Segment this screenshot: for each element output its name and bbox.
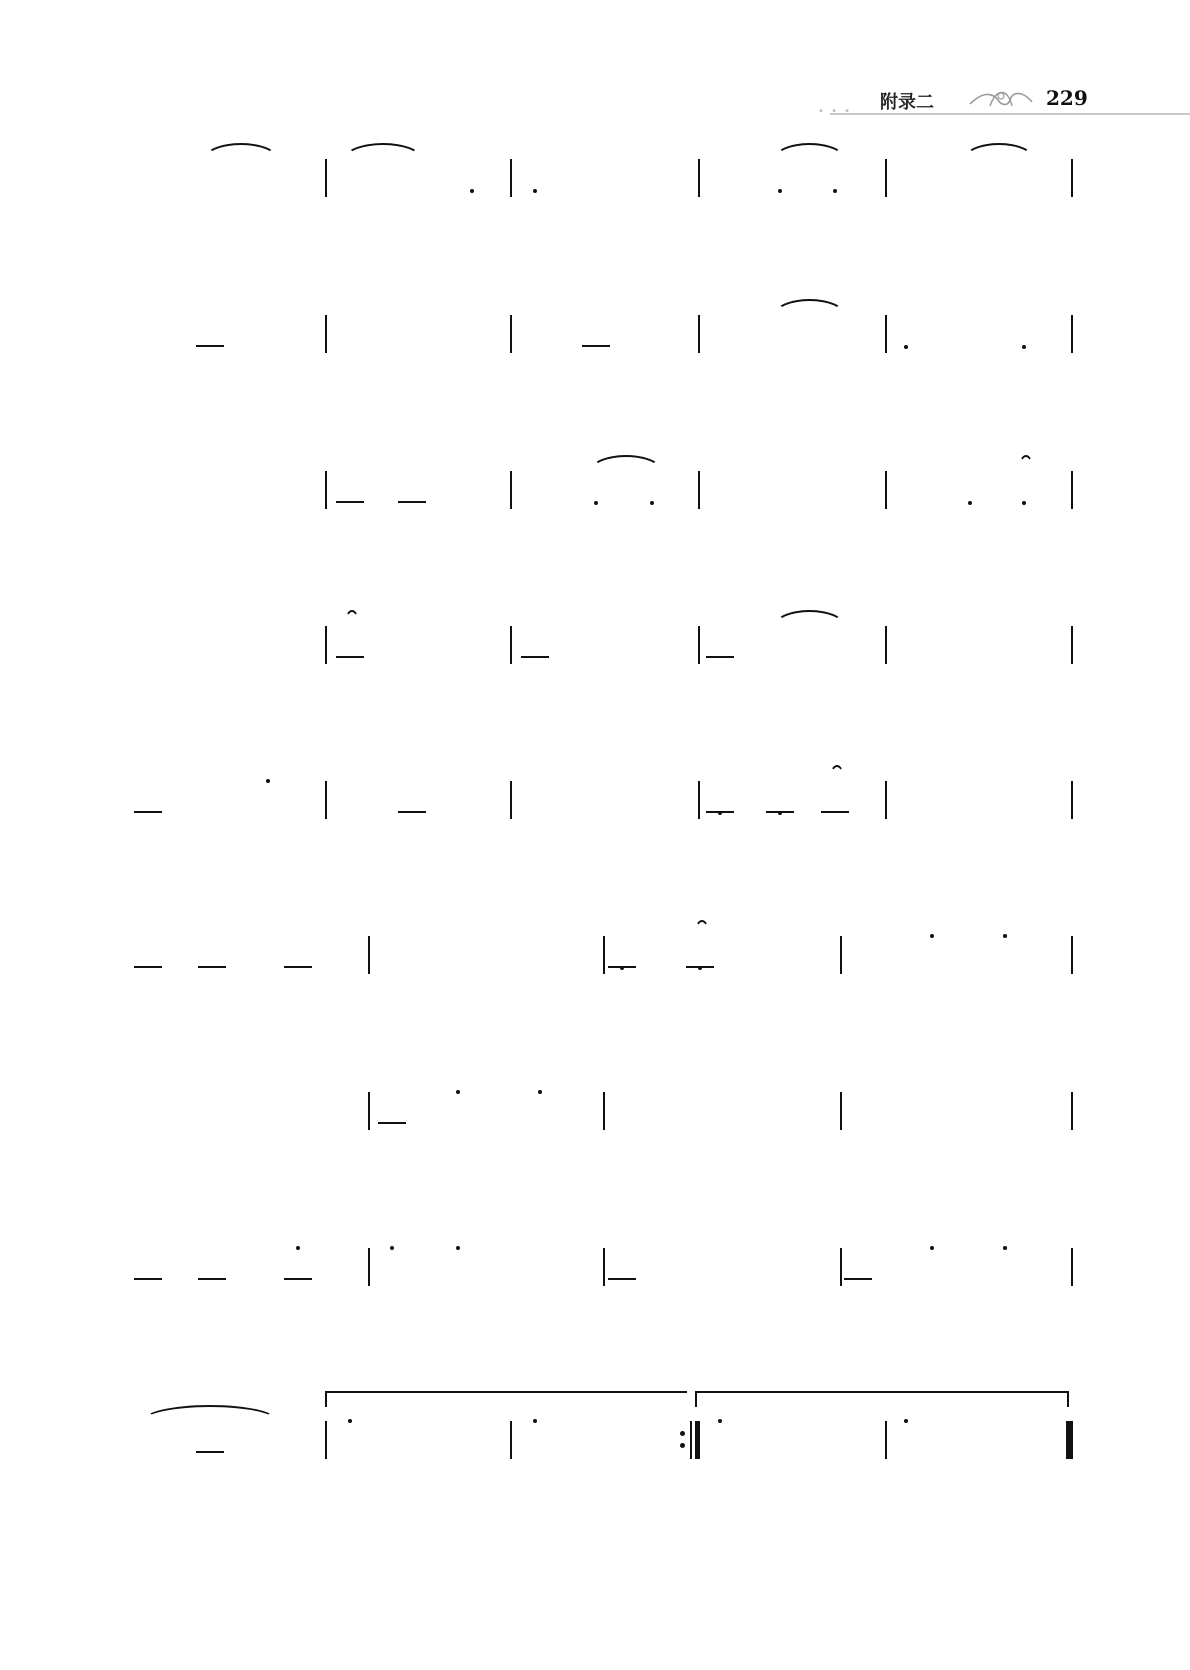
underline-beam	[398, 811, 426, 813]
octave-dot-below	[904, 345, 908, 349]
barline	[1071, 781, 1073, 819]
slur	[829, 765, 845, 781]
barline	[885, 471, 887, 509]
barline	[510, 159, 512, 197]
slur	[774, 610, 845, 626]
underline-beam	[284, 1278, 312, 1280]
octave-dot-above	[266, 779, 270, 783]
slur	[774, 299, 845, 315]
barline	[1071, 1248, 1073, 1286]
barline	[1071, 471, 1073, 509]
barline	[1071, 1421, 1073, 1459]
underline-beam	[198, 966, 226, 968]
octave-dot-below	[470, 189, 474, 193]
volta-bracket-2	[695, 1391, 1069, 1407]
barline	[325, 1421, 327, 1459]
underline-beam	[198, 1278, 226, 1280]
octave-dot-above	[718, 1419, 722, 1423]
underline-beam	[336, 501, 364, 503]
octave-dot-above	[456, 1090, 460, 1094]
barline	[368, 1092, 370, 1130]
underline-beam	[608, 1278, 636, 1280]
barline	[698, 159, 700, 197]
octave-dot-above	[456, 1246, 460, 1250]
octave-dot-above	[296, 1246, 300, 1250]
slur	[774, 143, 845, 159]
octave-dot-above	[1003, 934, 1007, 938]
underline-beam	[398, 501, 426, 503]
underline-beam	[706, 656, 734, 658]
slur	[964, 143, 1034, 159]
octave-dot-above	[533, 1419, 537, 1423]
barline	[1071, 315, 1073, 353]
underline-beam	[706, 811, 734, 813]
barline	[885, 159, 887, 197]
repeat-barline-thick	[695, 1421, 699, 1459]
barline	[368, 936, 370, 974]
underline-beam	[821, 811, 849, 813]
barline	[368, 1248, 370, 1286]
barline	[698, 315, 700, 353]
underline-beam	[766, 811, 794, 813]
barline	[603, 1092, 605, 1130]
repeat-dot	[680, 1431, 685, 1436]
final-barline-thick	[1066, 1421, 1071, 1459]
octave-dot-above	[348, 1419, 352, 1423]
underline-beam	[582, 345, 610, 347]
barline	[325, 315, 327, 353]
underline-beam	[134, 966, 162, 968]
page-number: 229	[1046, 86, 1088, 110]
section-label: 附录二	[880, 92, 934, 113]
underline-beam	[844, 1278, 872, 1280]
underline-beam	[134, 811, 162, 813]
octave-dot-above	[930, 1246, 934, 1250]
slur	[344, 143, 422, 159]
barline	[1071, 1092, 1073, 1130]
slur	[204, 143, 278, 159]
barline	[1071, 159, 1073, 197]
octave-dot-below	[594, 501, 598, 505]
barline	[325, 781, 327, 819]
underline-beam	[608, 966, 636, 968]
slur	[1018, 455, 1034, 471]
barline	[885, 315, 887, 353]
flourish-ornament-icon	[968, 84, 1034, 114]
octave-dot-above	[904, 1419, 908, 1423]
barline	[510, 471, 512, 509]
underline-beam	[686, 966, 714, 968]
barline	[325, 471, 327, 509]
barline	[510, 781, 512, 819]
underline-beam	[378, 1122, 406, 1124]
barline	[885, 626, 887, 664]
octave-dot-below	[1022, 501, 1026, 505]
repeat-barline	[690, 1421, 692, 1459]
octave-dot-below	[968, 501, 972, 505]
barline	[1071, 936, 1073, 974]
octave-dot-below	[533, 189, 537, 193]
barline	[603, 936, 605, 974]
repeat-dot	[680, 1443, 685, 1448]
barline	[698, 626, 700, 664]
barline	[603, 1248, 605, 1286]
barline	[325, 159, 327, 197]
slur	[590, 455, 662, 471]
underline-beam	[196, 1451, 224, 1453]
barline	[840, 1248, 842, 1286]
barline	[698, 781, 700, 819]
barline	[885, 781, 887, 819]
barline	[510, 315, 512, 353]
slur	[344, 610, 360, 626]
underline-beam	[284, 966, 312, 968]
octave-dot-below	[833, 189, 837, 193]
octave-dot-above	[390, 1246, 394, 1250]
slur	[694, 920, 710, 936]
barline	[510, 1421, 512, 1459]
volta-bracket-1	[325, 1391, 687, 1407]
barline	[840, 936, 842, 974]
underline-beam	[196, 345, 224, 347]
barline	[840, 1092, 842, 1130]
underline-beam	[336, 656, 364, 658]
underline-beam	[521, 656, 549, 658]
barline	[1071, 626, 1073, 664]
underline-beam	[134, 1278, 162, 1280]
barline	[885, 1421, 887, 1459]
octave-dot-above	[1003, 1246, 1007, 1250]
barline	[510, 626, 512, 664]
slur	[142, 1405, 278, 1421]
barline	[698, 471, 700, 509]
octave-dot-below	[650, 501, 654, 505]
header-dots: • • •	[818, 106, 853, 117]
octave-dot-below	[778, 189, 782, 193]
octave-dot-above	[538, 1090, 542, 1094]
octave-dot-above	[930, 934, 934, 938]
barline	[325, 626, 327, 664]
octave-dot-below	[1022, 345, 1026, 349]
